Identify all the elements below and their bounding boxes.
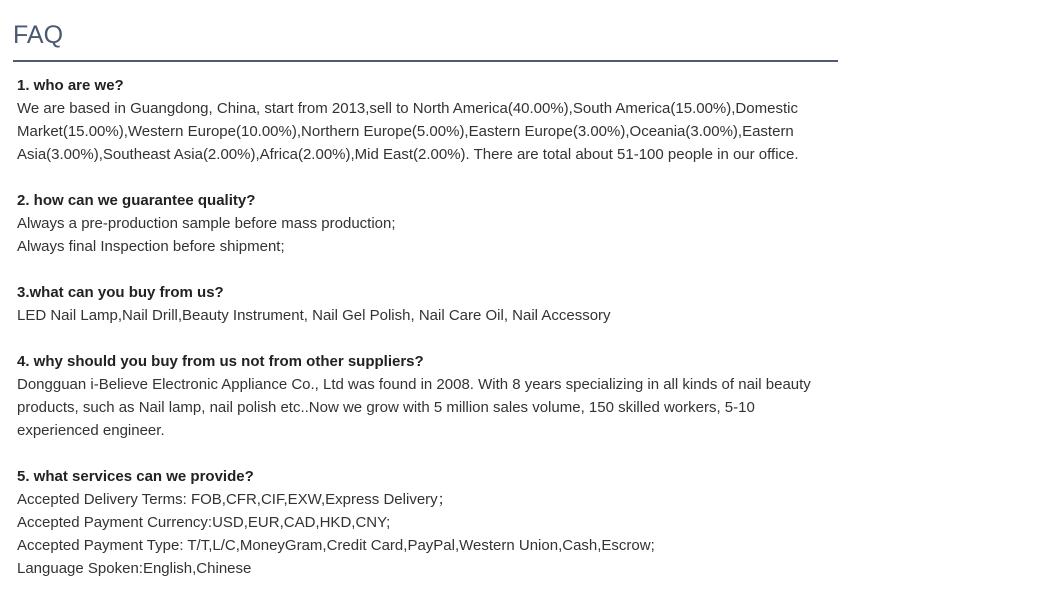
faq-answer: Always final Inspection before shipment; — [17, 238, 285, 255]
faq-item-1 — [17, 74, 838, 166]
faq-item-3 — [17, 281, 838, 327]
faq-answer: Always a pre-production sample before mass production; — [17, 215, 396, 232]
faq-answer: Accepted Delivery Terms: FOB,CFR,CIF,EXW,Express Delivery； — [17, 491, 453, 508]
faq-answer: Language Spoken:English,Chinese — [17, 560, 252, 577]
page-title: FAQ — [13, 20, 838, 62]
faq-answer: LED Nail Lamp,Nail Drill,Beauty Instrument, Nail Gel Polish, Nail Care Oil, Nail Accessory — [17, 307, 611, 324]
faq-question: 1. who are we? — [17, 77, 124, 94]
faq-answer: Accepted Payment Currency:USD,EUR,CAD,HKD,CNY; — [17, 514, 391, 531]
faq-item-2 — [17, 189, 838, 258]
faq-section — [13, 20, 838, 603]
faq-answer: Dongguan i-Believe Electronic Appliance Co., Ltd was found in 2008. With 8 years specializing in all kinds of nail beauty products, such as Nail lamp, nail polish etc..Now we grow with 5 million sales volume, 150 skilled workers, 5-10 experienced engineer. — [17, 376, 811, 439]
faq-item-4 — [17, 350, 838, 442]
faq-question: 3.what can you buy from us? — [17, 284, 224, 301]
faq-item-5 — [17, 465, 838, 580]
faq-list — [13, 62, 838, 580]
faq-question: 5. what services can we provide? — [17, 468, 254, 485]
faq-answer: We are based in Guangdong, China, start from 2013,sell to North America(40.00%),South America(15.00%),Domestic Market(15.00%),Western Europe(10.00%),Northern Europe(5.00%),Eastern Europe(3.00%),Oceania(3.00%),Eastern Asia(3.00%),Southeast Asia(2.00%),Africa(2.00%),Mid East(2.00%). There are total about 51-100 people in our office. — [17, 100, 799, 163]
faq-question: 4. why should you buy from us not from other suppliers? — [17, 353, 424, 370]
faq-answer: Accepted Payment Type: T/T,L/C,MoneyGram,Credit Card,PayPal,Western Union,Cash,Escrow; — [17, 537, 655, 554]
faq-question: 2. how can we guarantee quality? — [17, 192, 256, 209]
